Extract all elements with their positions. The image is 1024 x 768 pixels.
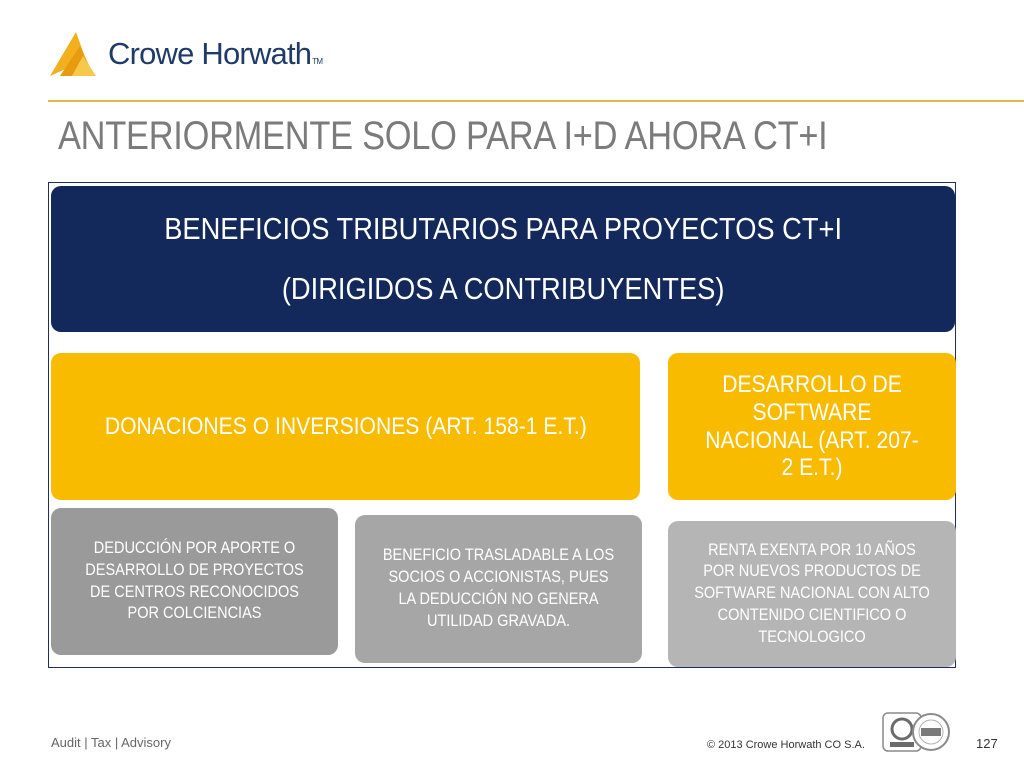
page-number: 127 <box>976 736 998 751</box>
iqnet-certification-icon <box>911 712 951 752</box>
renta-label: RENTA EXENTA POR 10 AÑOS POR NUEVOS PRODUCTOS DE SOFTWARE NACIONAL CON ALTO CONTENIDO CIENTIFICO O TECNOLOGICO <box>694 540 930 646</box>
benefits-header-line-1: BENEFICIOS TRIBUTARIOS PARA PROYECTOS CT+I <box>164 211 842 246</box>
footer-services: Audit | Tax | Advisory <box>51 735 171 750</box>
slide-title: ANTERIORMENTE SOLO PARA I+D AHORA CT+I <box>58 114 828 158</box>
renta-box <box>668 521 956 667</box>
logo-trademark: TM <box>312 57 323 66</box>
donaciones-box <box>51 353 640 500</box>
logo-text: Crowe HorwathTM <box>108 36 323 71</box>
footer-copyright: © 2013 Crowe Horwath CO S.A. <box>707 739 865 751</box>
beneficio-label: BENEFICIO TRASLADABLE A LOS SOCIOS O ACCIONISTAS, PUES LA DEDUCCIÓN NO GENERA UTILIDAD GRAVADA. <box>382 546 615 630</box>
company-logo <box>50 30 350 80</box>
benefits-header-line-2: (DIRIGIDOS A CONTRIBUYENTES) <box>281 271 725 306</box>
deduccion-label: DEDUCCIÓN POR APORTE O DESARROLLO DE PROYECTOS DE CENTROS RECONOCIDOS POR COLCIENCIAS <box>85 538 304 623</box>
crowe-horwath-logo-mark-icon <box>50 30 102 78</box>
beneficio-box <box>355 515 642 663</box>
benefits-header-box <box>51 186 955 332</box>
header-divider <box>48 100 1024 102</box>
donaciones-label: DONACIONES O INVERSIONES (ART. 158-1 E.T.) <box>104 412 587 440</box>
software-label: DESARROLLO DE SOFTWARE NACIONAL (ART. 207-2 E.T.) <box>705 370 919 482</box>
software-box <box>668 353 956 500</box>
deduccion-box <box>51 508 338 655</box>
